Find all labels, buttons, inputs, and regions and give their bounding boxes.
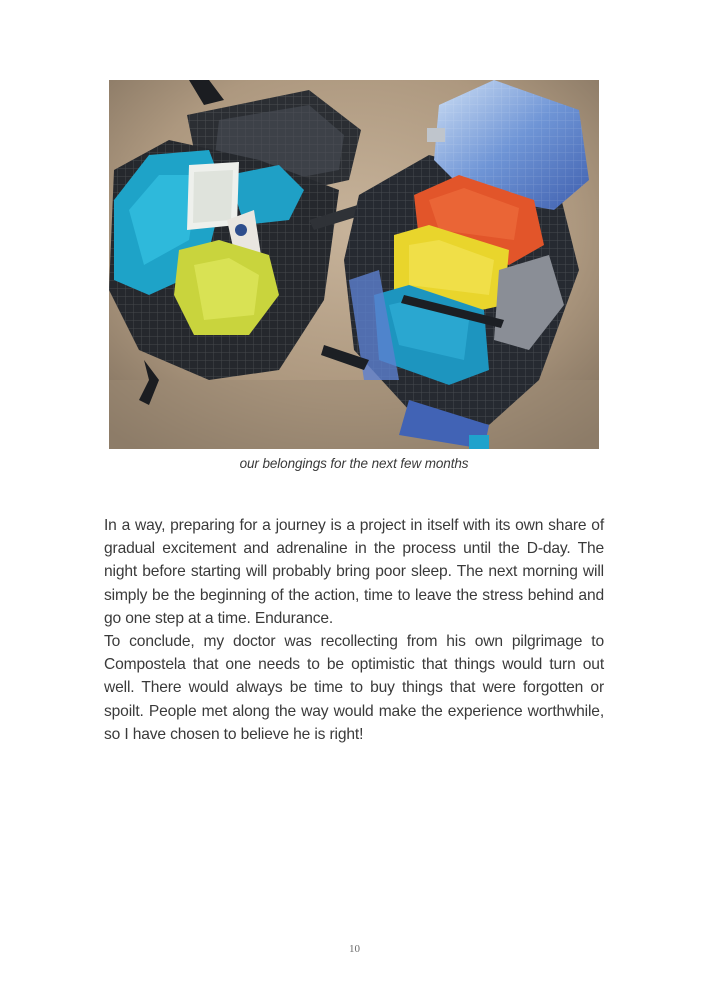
paragraph: In a way, preparing for a journey is a project in itself with its own share of gradual excitement and adrenaline in the process until the D-day. The night before starting will probably bring poor sleep. The next morning will simply be the beginning of the action, time to leave the stress behind and go one step at a time. Endurance. xyxy=(104,517,604,627)
paragraph: To conclude, my doctor was recollecting from his own pilgrimage to Compostela that one needs to be optimistic that things would turn out well. There would always be time to buy things that were forgotten or spoilt. People met along the way would make the experience worthwhile, so I have chosen to believe he is right! xyxy=(104,633,604,743)
body-text xyxy=(104,514,604,746)
page-number: 10 xyxy=(349,943,360,955)
figure-caption: our belongings for the next few months xyxy=(239,456,469,471)
backpacks-photo xyxy=(109,80,599,449)
